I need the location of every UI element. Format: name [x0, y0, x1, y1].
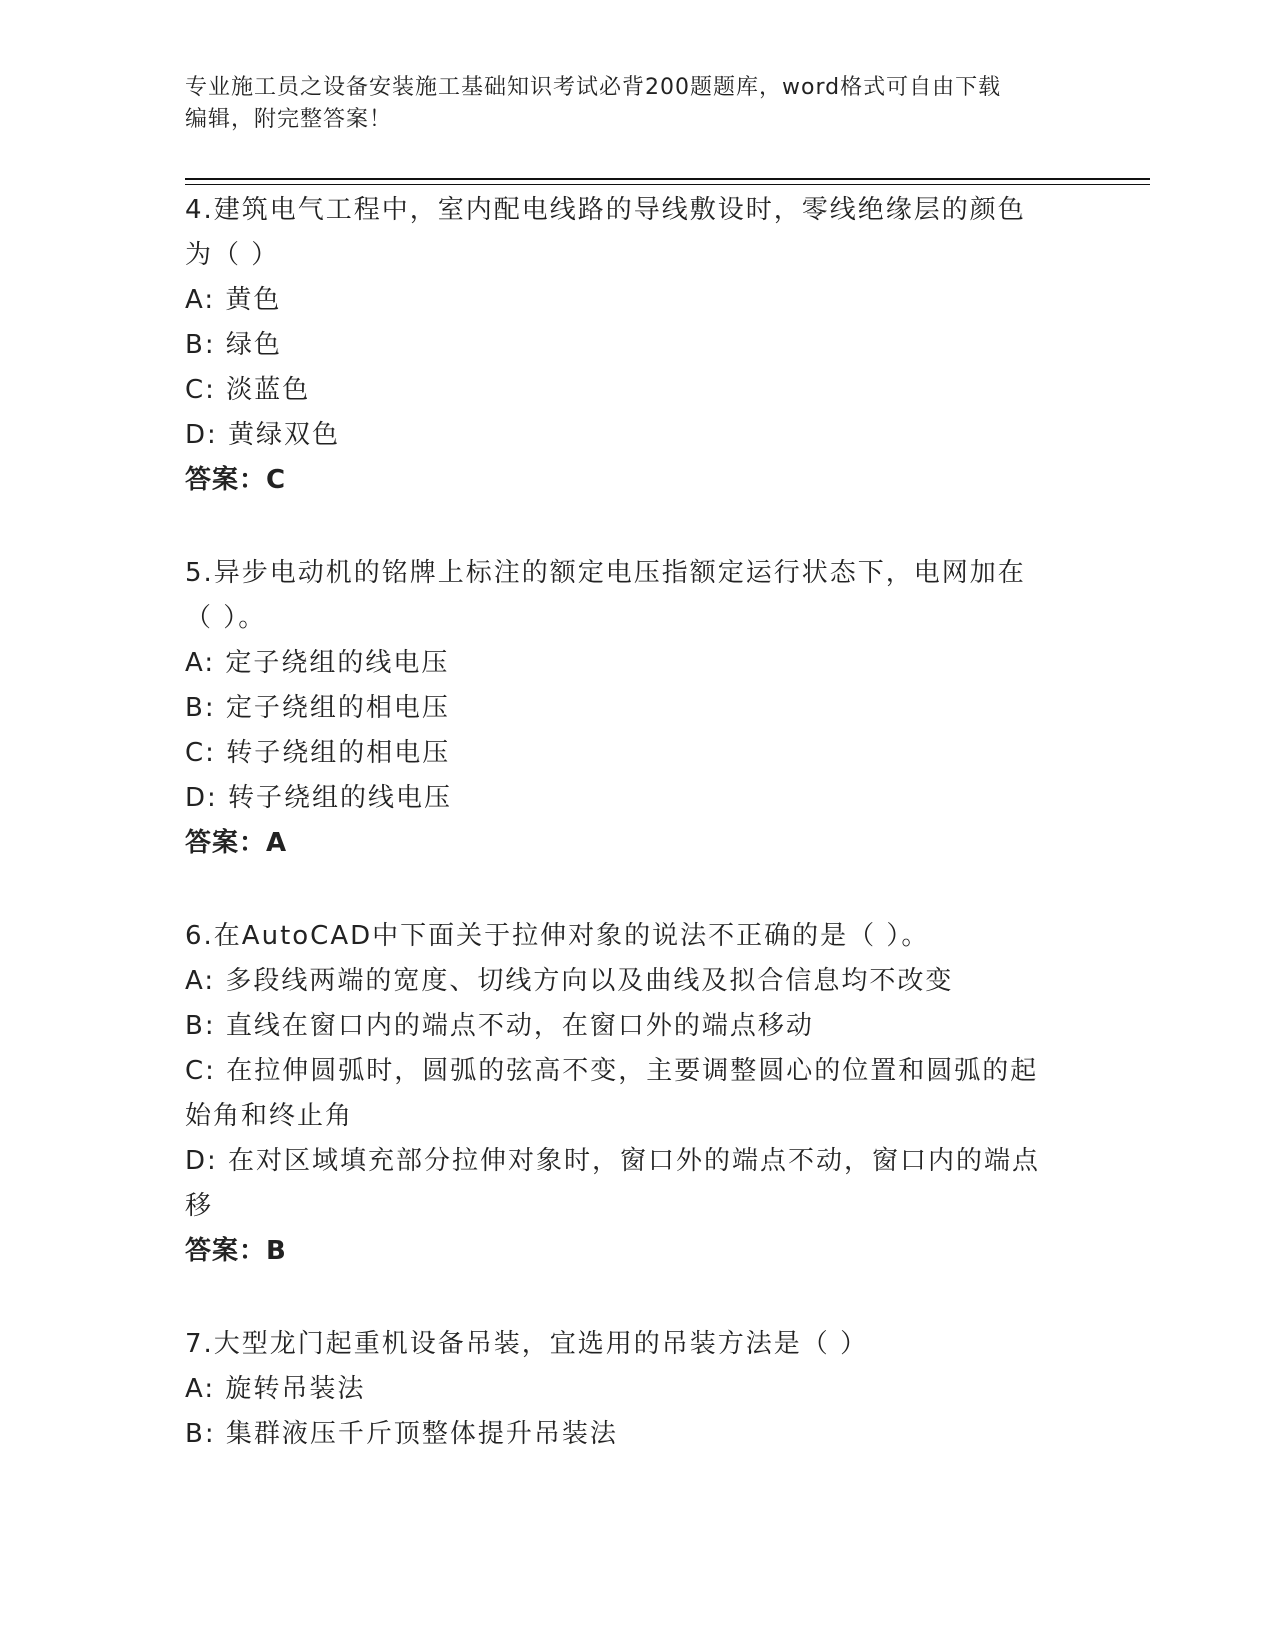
option-a [185, 959, 1075, 1004]
option-c [185, 731, 1075, 776]
answer: 答案：B [185, 1236, 287, 1266]
option-a [185, 641, 1075, 686]
option-label: B: [185, 693, 216, 723]
option-c [185, 368, 1075, 413]
option-b [185, 686, 1075, 731]
option-label: D: [185, 420, 218, 450]
option-c-cont: 始角和终止角 [185, 1101, 354, 1131]
option-b [185, 1412, 1075, 1457]
option-label: B: [185, 330, 216, 360]
question-stem-cont: 为（ ） [185, 240, 280, 270]
question-stem-cont: （ ）。 [185, 603, 267, 633]
option-text: 旋转吊装法 [225, 1374, 366, 1404]
option-d [185, 1139, 1075, 1184]
document-header [185, 72, 1065, 136]
option-label: C: [185, 1056, 216, 1086]
option-text: 定子绕组的线电压 [225, 648, 450, 678]
option-text: 转子绕组的相电压 [226, 738, 451, 768]
option-text: 集群液压千斤顶整体提升吊装法 [225, 1419, 618, 1449]
question-stem: 7.大型龙门起重机设备吊装，宜选用的吊装方法是（ ） [185, 1329, 869, 1359]
option-text: 在拉伸圆弧时，圆弧的弦高不变，主要调整圆心的位置和圆弧的起 [226, 1056, 1039, 1086]
question-stem: 4.建筑电气工程中，室内配电线路的导线敷设时，零线绝缘层的颜色 [185, 195, 1026, 225]
option-label: A: [185, 1374, 216, 1404]
answer: 答案：A [185, 828, 288, 858]
option-label: D: [185, 1146, 218, 1176]
option-label: C: [185, 738, 216, 768]
option-text: 淡蓝色 [226, 375, 311, 405]
option-label: A: [185, 285, 216, 315]
option-label: C: [185, 375, 216, 405]
option-text: 直线在窗口内的端点不动，在窗口外的端点移动 [225, 1011, 814, 1041]
option-c [185, 1049, 1075, 1094]
option-d [185, 776, 1075, 821]
option-text: 转子绕组的线电压 [228, 783, 453, 813]
header-divider-thick [185, 178, 1150, 180]
question-5 [185, 551, 1075, 866]
option-b [185, 323, 1075, 368]
option-text: 多段线两端的宽度、切线方向以及曲线及拟合信息均不改变 [225, 966, 954, 996]
option-text: 在对区域填充部分拉伸对象时，窗口外的端点不动，窗口内的端点 [228, 1146, 1041, 1176]
question-6 [185, 914, 1075, 1274]
question-stem: 6.在AutoCAD中下面关于拉伸对象的说法不正确的是（ ）。 [185, 921, 930, 951]
question-4 [185, 188, 1075, 503]
option-label: B: [185, 1419, 216, 1449]
option-text: 黄色 [225, 285, 282, 315]
question-stem: 5.异步电动机的铭牌上标注的额定电压指额定运行状态下，电网加在 [185, 558, 1026, 588]
header-line-1: 专业施工员之设备安装施工基础知识考试必背200题题库，word格式可自由下载 [185, 75, 1002, 100]
answer: 答案：C [185, 465, 287, 495]
option-d [185, 413, 1075, 458]
option-label: A: [185, 648, 216, 678]
option-a [185, 1367, 1075, 1412]
question-7 [185, 1322, 1075, 1457]
header-line-2: 编辑，附完整答案！ [185, 107, 393, 132]
option-label: A: [185, 966, 216, 996]
header-divider-thin [185, 184, 1150, 185]
option-text: 定子绕组的相电压 [225, 693, 450, 723]
option-text: 绿色 [225, 330, 282, 360]
option-a [185, 278, 1075, 323]
option-text: 黄绿双色 [228, 420, 341, 450]
option-b [185, 1004, 1075, 1049]
option-label: D: [185, 783, 218, 813]
option-label: B: [185, 1011, 216, 1041]
option-d-cont: 移 [185, 1191, 214, 1221]
